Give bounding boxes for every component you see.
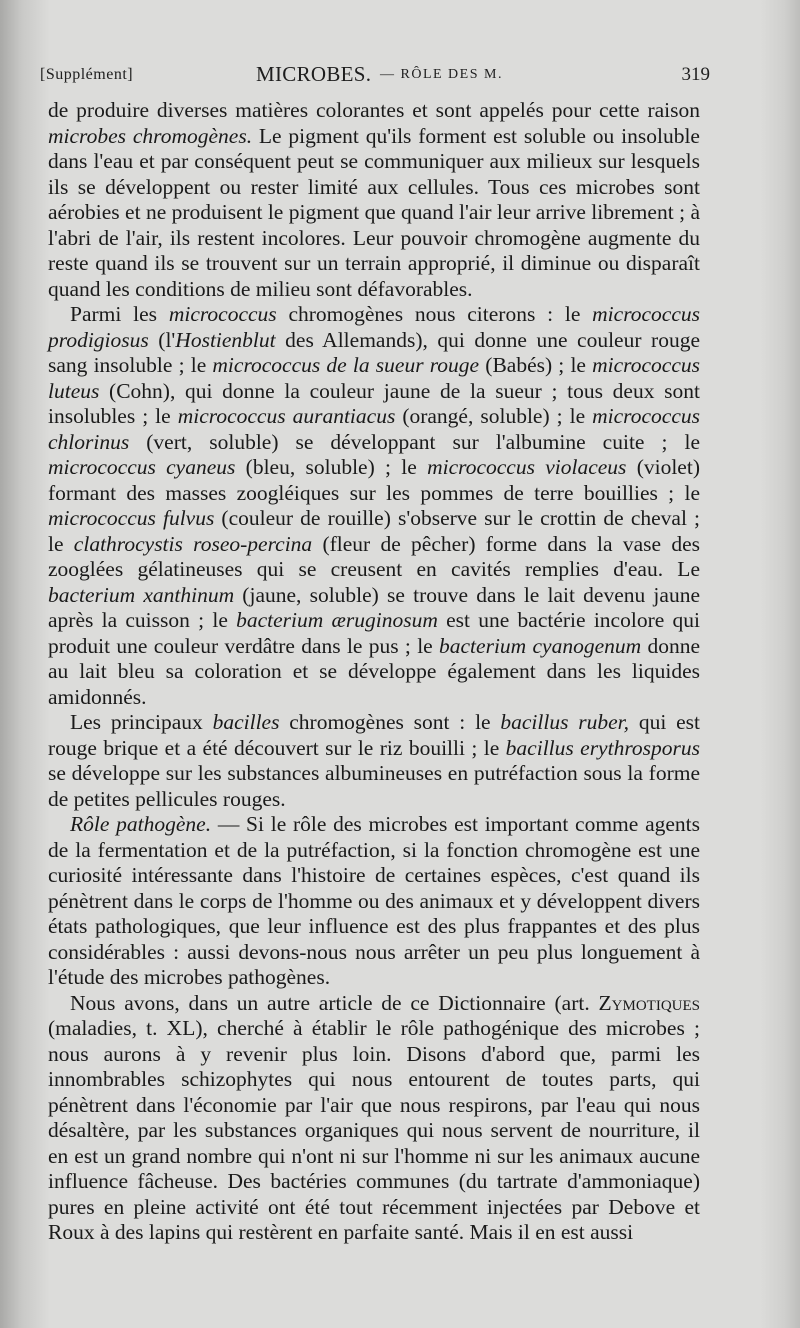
paragraph: de produire diverses matières colorantes et sont appelés pour cette raison microbes chromogènes. Le pigment qu'ils forment est soluble ou insoluble dans l'eau et par conséquent peut se communiquer aux milieux sur lesquels ils se développent ou rester limité aux cellules. Tous ces microbes sont aérobies et ne produisent le pigment que quand l'air leur arrive librement ; à l'abri de l'air, ils restent incolores. Leur pouvoir chromogène augmente du reste quand ils se trouvent sur un terrain approprié, il diminue ou disparaît quand les conditions de milieu sont défavorables. bbox=[48, 98, 700, 301]
body-text bbox=[48, 98, 700, 1246]
section-label: [Supplément] bbox=[40, 66, 134, 83]
section-heading: Rôle pathogène. bbox=[70, 812, 212, 836]
running-header bbox=[40, 62, 710, 92]
paragraph: Rôle pathogène. — Si le rôle des microbes est important comme agents de la fermentation et de la putréfaction, si la fonction chromogène est une curiosité intéressante dans l'histoire de certaines espèces, c'est quand ils pénètrent dans le corps de l'homme ou des animaux et y développent divers états pathologiques, que leur influence est des plus frappantes et des plus considérables : aussi devons-nous nous arrêter un peu plus longuement à l'étude des microbes pathogènes. bbox=[48, 812, 700, 989]
page-title: MICROBES. bbox=[256, 62, 372, 86]
page-number: 319 bbox=[681, 64, 710, 85]
paragraph: Nous avons, dans un autre article de ce Dictionnaire (art. Zymotiques (maladies, t. XL), cherché à établir le rôle pathogénique des microbes ; nous aurons à y revenir plus loin. Disons d'abord que, parmi les innombrables schizophytes qui nous entourent de toutes parts, qui pénètrent dans l'économie par l'air que nous respirons, par l'eau qui nous désaltère, par les substances organiques qui nous servent de nourriture, il en est un grand nombre qui n'ont ni sur l'homme ni sur les animaux aucune influence fâcheuse. Des bactéries communes (du tartrate d'ammoniaque) pures en pleine activité ont été tout récemment injectées par Debove et Roux à des lapins qui restèrent en parfaite santé. Mais il en est aussi bbox=[48, 990, 700, 1244]
paragraph: Les principaux bacilles chromogènes sont : le bacillus ruber, qui est rouge brique et a été découvert sur le riz bouilli ; le bacillus erythrosporus se développe sur les substances albumineuses en putréfaction sous la forme de petites pellicules rouges. bbox=[48, 710, 700, 811]
paragraph: Parmi les micrococcus chromogènes nous citerons : le micrococcus prodigiosus (l'Hostienblut des Allemands), qui donne une couleur rouge sang insoluble ; le micrococcus de la sueur rouge (Babés) ; le micrococcus luteus (Cohn), qui donne la couleur jaune de la sueur ; tous deux sont insolubles ; le micrococcus aurantiacus (orangé, soluble) ; le micrococcus chlorinus (vert, soluble) se développant sur l'albumine cuite ; le micrococcus cyaneus (bleu, soluble) ; le micrococcus violaceus (violet) formant des masses zoogléiques sur les pommes de terre bouillies ; le micrococcus fulvus (couleur de rouille) s'observe sur le crottin de cheval ; le clathrocystis roseo-percina (fleur de pêcher) forme dans la vase des zooglées gélatineuses qui se creusent en cavités remplies d'eau. Le bacterium xanthinum (jaune, soluble) se trouve dans le lait devenu jaune après la cuisson ; le bacterium æruginosum est une bactérie incolore qui produit une couleur verdâtre dans le pus ; le bacterium cyanogenum donne au lait bleu sa coloration et se développe également dans les liquides amidonnés. bbox=[48, 302, 701, 709]
page-subtitle: — RÔLE DES M. bbox=[380, 67, 503, 82]
